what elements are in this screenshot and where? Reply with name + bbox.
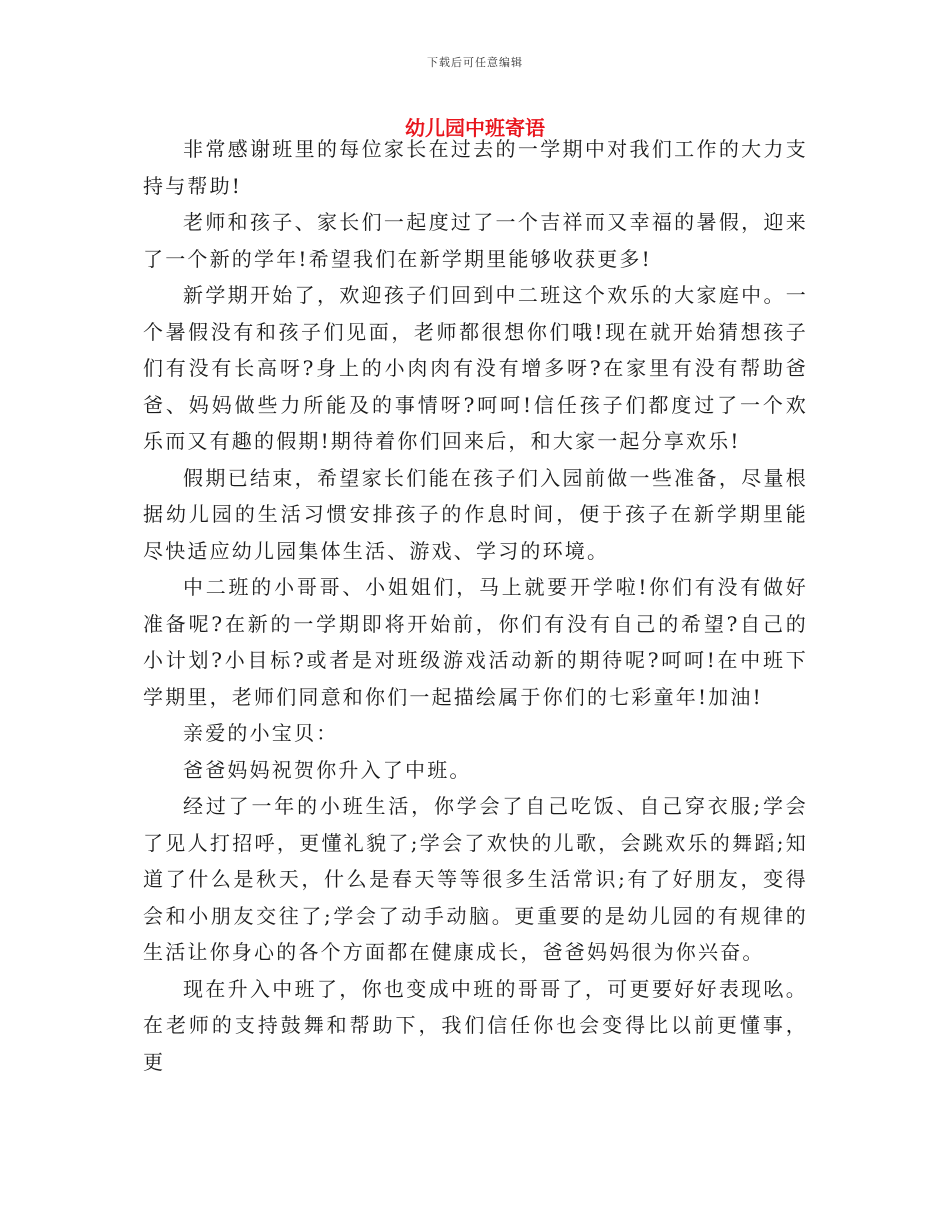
paragraph: 非常感谢班里的每位家长在过去的一学期中对我们工作的大力支持与帮助! [143, 137, 808, 198]
document-title: 幼儿园中班寄语 [405, 116, 545, 140]
paragraph: 老师和孩子、家长们一起度过了一个吉祥而又幸福的暑假，迎来了一个新的学年!希望我们在新学期里能够收获更多! [143, 210, 808, 271]
paragraph: 假期已结束，希望家长们能在孩子们入园前做一些准备，尽量根据幼儿园的生活习惯安排孩子的作息时间，便于孩子在新学期里能尽快适应幼儿园集体生活、游戏、学习的环境。 [143, 465, 808, 563]
header-note: 下载后可任意编辑 [427, 56, 523, 69]
paragraph: 新学期开始了，欢迎孩子们回到中二班这个欢乐的大家庭中。一个暑假没有和孩子们见面，老师都很想你们哦!现在就开始猜想孩子们有没有长高呀?身上的小肉肉有没有增多呀?在家里有没有帮助爸爸、妈妈做些力所能及的事情呀?呵呵!信任孩子们都度过了一个欢乐而又有趣的假期!期待着你们回来后，和大家一起分享欢乐! [143, 283, 808, 453]
paragraph: 现在升入中班了，你也变成中班的哥哥了，可更要好好表现吆。在老师的支持鼓舞和帮助下，我们信任你也会变得比以前更懂事，更 [143, 976, 808, 1074]
paragraph: 中二班的小哥哥、小姐姐们，马上就要开学啦!你们有没有做好准备呢?在新的一学期即将开始前，你们有没有自己的希望?自己的小计划?小目标?或者是对班级游戏活动新的期待呢?呵呵!在中班下学期里，老师们同意和你们一起描绘属于你们的七彩童年!加油! [143, 575, 808, 709]
document-body [143, 131, 808, 1080]
paragraph: 亲爱的小宝贝： [183, 721, 339, 745]
paragraph: 爸爸妈妈祝贺你升入了中班。 [183, 757, 472, 782]
paragraph: 经过了一年的小班生活，你学会了自己吃饭、自己穿衣服;学会了见人打招呼，更懂礼貌了;学会了欢快的儿歌，会跳欢乐的舞蹈;知道了什么是秋天，什么是春天等等很多生活常识;有了好朋友，变得会和小朋友交往了;学会了动手动脑。更重要的是幼儿园的有规律的生活让你身心的各个方面都在健康成长，爸爸妈妈很为你兴奋。 [143, 794, 808, 964]
